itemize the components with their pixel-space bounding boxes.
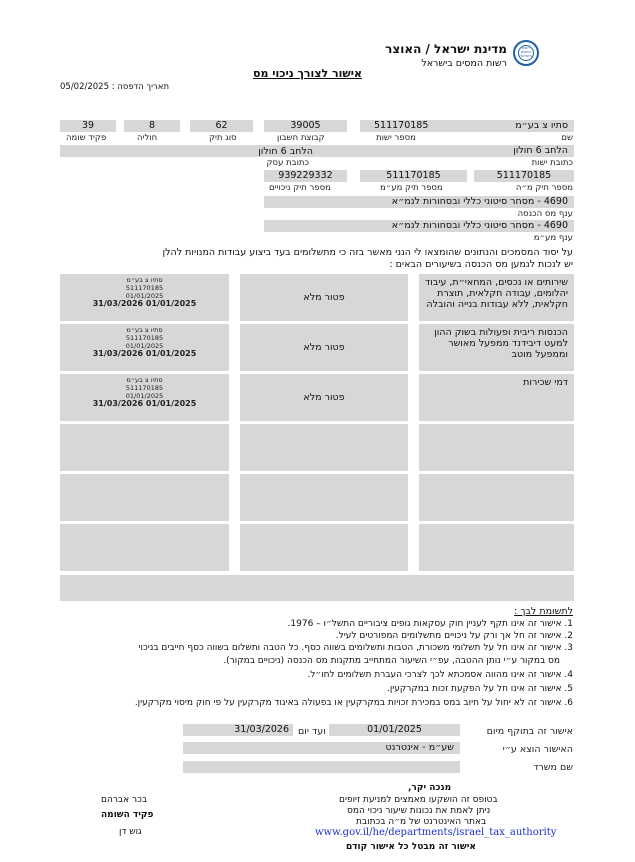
rate-stamp-2-from: 01/01/2025 — [145, 349, 197, 358]
rate-stamp-2-to: 31/03/2026 — [92, 349, 144, 358]
rate-value-cell-2 — [240, 324, 408, 371]
vat-file-label: מספר תיק מע״מ — [380, 183, 443, 193]
valid-from-field — [329, 724, 460, 736]
signer-name: בכר אברהם — [101, 795, 148, 805]
tax-officer-field — [60, 120, 116, 132]
rate-service-cell-2 — [419, 324, 574, 371]
note-1: 1. אישור זה אינו תקף לעניין חוק עסקאות גופים ציבוריים התשל״ו – 1976. — [287, 619, 573, 629]
rate-stamp-1-to: 31/03/2026 — [92, 299, 144, 308]
print-date-row — [60, 82, 169, 92]
footer-greeting: מנכה יקר, — [408, 783, 452, 793]
entity-id-value: 511170185 — [374, 120, 429, 131]
rate-stamp-1-from: 01/01/2025 — [145, 299, 197, 308]
rate-stamp-cell-3 — [60, 374, 229, 421]
rate-service-2: הכנסות ריבית ופעולות בשוק ההון למעט דיבידנד ממפעל מאושר וממפעל מוטב — [434, 327, 568, 360]
income-branch-field — [264, 196, 574, 208]
rate-stamp-1-period — [64, 300, 225, 308]
branch-field — [124, 120, 180, 132]
vat-file-value: 511170185 — [386, 170, 441, 181]
withholding-file-label: מספר תיק ניכויים — [269, 183, 331, 193]
signer-office: גוש דן — [119, 827, 142, 837]
rate-empty-cell — [240, 474, 408, 521]
valid-to-value: 31/03/2026 — [234, 724, 289, 735]
rate-stamp-3-id: 511170185 — [125, 384, 164, 392]
rate-stamp-3-name: סתיו צ בע״מ — [126, 376, 163, 384]
rate-stamp-3-date: 01/01/2025 — [125, 392, 164, 400]
rate-value-cell-3 — [240, 374, 408, 421]
office-name-label: שם משרד — [533, 762, 573, 773]
income-tax-file-value: 511170185 — [496, 170, 552, 181]
vat-branch-value: 4690 - מסחר סיטוני כללי ובסחורות לנמ״א — [391, 220, 568, 231]
rate-stamp-2 — [64, 326, 225, 358]
note-2: 2. אישור זה חל אך ורק על ניכויים מתשלומים המפורטים לעיל. — [335, 631, 573, 641]
header-title: מדינת ישראל / האוצר — [385, 42, 507, 56]
valid-to-field — [183, 724, 293, 736]
print-date-label: תאריך הדפסה : — [111, 82, 170, 92]
withholding-file-field — [264, 170, 347, 182]
valid-to-label: ועד יום — [298, 726, 326, 737]
valid-from-value: 01/01/2025 — [367, 724, 422, 735]
tax-officer-value: 39 — [81, 120, 95, 131]
issued-by-label: האישור הוצא ע״י — [502, 744, 573, 755]
rate-empty-cell — [419, 424, 574, 471]
rate-stamp-1 — [64, 276, 225, 308]
entity-address-field — [60, 145, 574, 157]
footer-line-1: בטופס זה הושקעו מאמצים למניעת זיופים — [339, 795, 498, 805]
rate-value-1: פטור מלא — [303, 292, 345, 303]
rate-stamp-2-period — [64, 350, 225, 358]
entity-address-label: כתובת ישות — [531, 158, 573, 168]
rate-empty-cell — [240, 424, 408, 471]
note-5: 5. אישור זה אינו חל על הפקעת זכות במקרקעין. — [386, 684, 573, 694]
rate-empty-cell — [419, 524, 574, 571]
rate-empty-cell — [60, 474, 229, 521]
vat-branch-field — [264, 220, 574, 232]
file-type-label: סוג תיק — [209, 133, 237, 143]
rate-stamp-cell-1 — [60, 274, 229, 321]
entity-address-value: הלחב 6 חולון — [513, 145, 568, 156]
rate-value-2: פטור מלא — [303, 342, 345, 353]
rate-value-3: פטור מלא — [303, 392, 345, 403]
note-3: 3. אישור זה אינו חל על תשלומי משכורת, הטבות ותשלומים בשווה כסף. כל הטבה ותשלום בשווה כסף חייבים בניכוי — [138, 643, 573, 653]
rate-stamp-1-date: 01/01/2025 — [125, 292, 164, 300]
issued-by-field — [183, 742, 460, 754]
print-date-value: 05/02/2025 — [60, 82, 109, 92]
business-address-label: כתובת עסק — [266, 158, 309, 168]
tax-authority-logo — [513, 40, 539, 66]
intro-line-1: על יסוד המסמכים והנתונים שהומצאו לי הנני מאשר בזה כי מתשלומים בעד ביצוע עבודות המנויות להלן — [162, 247, 573, 258]
rate-empty-cell — [240, 524, 408, 571]
note-3-cont: מס במקור ע״י נותן ההטבה, עפ״י השיעור המתחייב מתקנות מס הכנסה (ניכויים במקור). — [223, 656, 560, 666]
vat-file-field — [360, 170, 467, 182]
note-4: 4. אישור זה אינו מהווה אסמכתא לכך לצרכי העברת תשלומים לחו״ל. — [307, 670, 573, 680]
footer-line-2: ניתן לאמת את נכונות שיעור ניכוי המס — [347, 806, 491, 816]
vat-branch-label: ענף מע״מ — [533, 233, 573, 243]
valid-from-label: אישור זה בתוקף מיום — [486, 726, 573, 737]
income-branch-value: 4690 - מסחר סיטוני כללי ובסחורות לנמ״א — [391, 196, 568, 207]
entity-name-value: סתיו צ בע״מ — [515, 120, 568, 131]
footer-line-3: באתר האינטרנט של מ״ה בכתובת — [356, 817, 487, 827]
office-name-field — [183, 761, 460, 773]
rate-empty-cell — [60, 424, 229, 471]
rate-stamp-3 — [64, 376, 225, 408]
rate-stamp-1-name: סתיו צ בע״מ — [126, 276, 163, 284]
note-6: 6. אישור זה לא יחול על חיוב במס במכירת זכויות במקרקעין או בפעולה באיגוד מקרקעין על פי חוק מיסוי מקרקעין. — [134, 698, 573, 708]
rate-empty-cell — [419, 474, 574, 521]
income-branch-label: ענף מס הכנסה — [517, 209, 573, 219]
income-tax-file-label: מספר תיק מ״ה — [515, 183, 573, 193]
rate-stamp-2-name: סתיו צ בע״מ — [126, 326, 163, 334]
tax-officer-label: פקיד שומה — [66, 133, 107, 143]
income-tax-file-field — [474, 170, 574, 182]
issued-by-value: שע״מ - אינטרנט — [385, 742, 454, 753]
account-group-label: קבוצת חשבון — [277, 133, 325, 143]
branch-value: 8 — [148, 120, 156, 131]
document-title: אישור לצורך ניכוי מס — [253, 67, 362, 80]
branch-label: חוליה — [137, 133, 158, 143]
entity-id-label: מספר ישות — [376, 133, 416, 143]
withholding-file-value: 939229332 — [278, 170, 333, 181]
notes-title: לתשומת לבך : — [514, 606, 573, 617]
rate-service-1: שירותים או נכסים, המחאי״ת, עיבוד יהלומים, עבודה חקלאית, תוצרת חקלאית, ללא עבודות בנייה והובלה — [424, 277, 568, 310]
rate-stamp-3-to: 31/03/2026 — [92, 399, 144, 408]
intro-line-2: יש לנכות לנמען מס הכנסה בשיעורים הבאים : — [389, 259, 573, 270]
rate-stamp-3-from: 01/01/2025 — [145, 399, 197, 408]
account-group-value: 39005 — [290, 120, 321, 131]
header-subtitle: רשות המסים בישראל — [421, 58, 507, 69]
rate-stamp-1-id: 511170185 — [125, 284, 164, 292]
account-group-field — [264, 120, 347, 132]
file-type-value: 62 — [215, 120, 228, 131]
rate-stamp-cell-2 — [60, 324, 229, 371]
rate-summary-bar — [60, 575, 574, 601]
signer-title: פקיד השומה — [101, 810, 154, 820]
business-address-value: הלחב 6 חולון — [258, 146, 313, 157]
rate-service-3: דמי שכירות — [523, 377, 568, 388]
rate-empty-cell — [60, 524, 229, 571]
rate-stamp-3-period — [64, 400, 225, 408]
entity-name-label: שם — [561, 133, 573, 143]
cancels-previous-notice: אישור זה מבטל כל אישור קודם — [346, 842, 476, 852]
rate-service-cell-1 — [419, 274, 574, 321]
tax-authority-link[interactable]: www.gov.il/he/departments/israel_tax_authority — [315, 827, 557, 838]
rate-service-cell-3 — [419, 374, 574, 421]
rate-value-cell-1 — [240, 274, 408, 321]
logo-inner-ring: רשות המסים בישראל — [518, 45, 534, 61]
rate-stamp-2-id: 511170185 — [125, 334, 164, 342]
file-type-field — [190, 120, 253, 132]
rate-stamp-2-date: 01/01/2025 — [125, 342, 164, 350]
